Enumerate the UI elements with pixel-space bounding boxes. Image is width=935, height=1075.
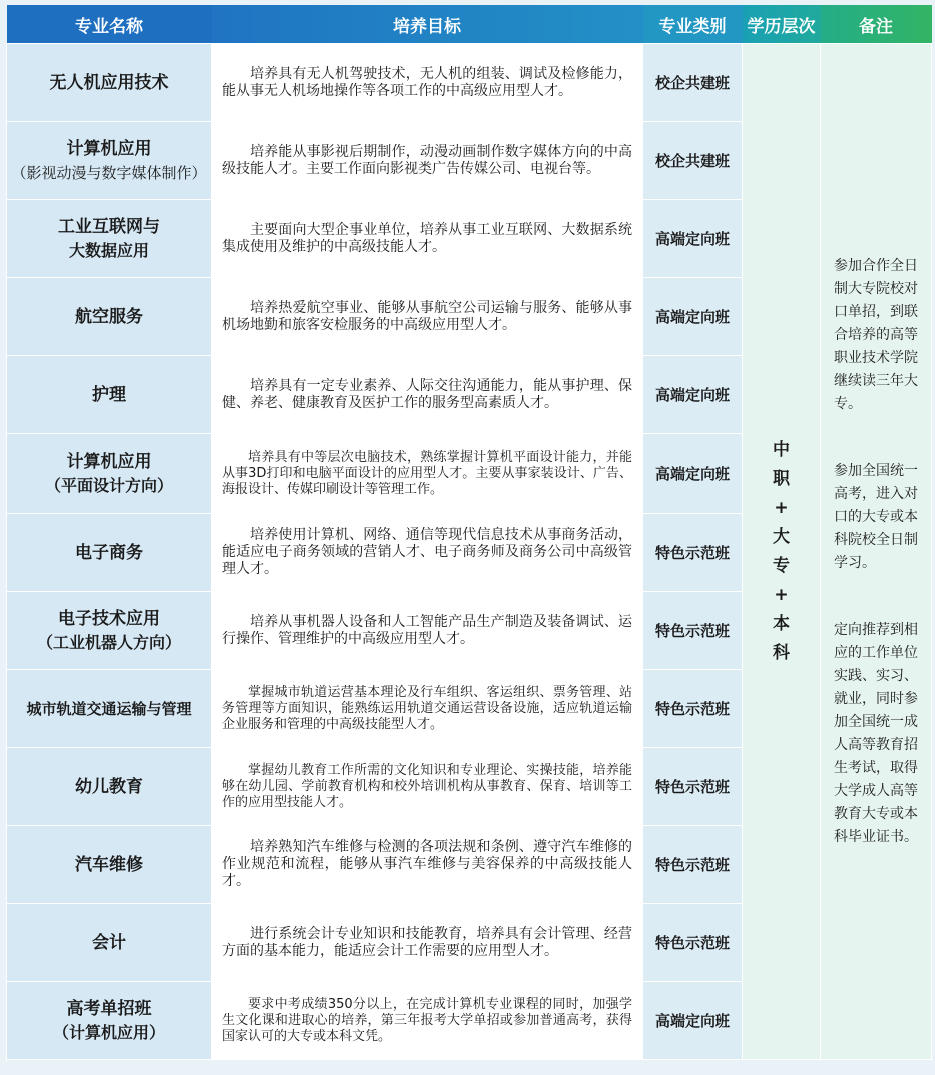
training-goal: 进行系统会计专业知识和技能教育，培养具有会计管理、经营方面的基本能力，能适应会计工作需要的应用型人才。 [212,904,643,982]
header-education-level: 学历层次 [743,5,821,44]
training-goal: 培养使用计算机、网络、通信等现代信息技术从事商务活动，能适应电子商务领域的营销人才、电子商务师及商务公司中高级管理人才。 [212,514,643,592]
major-name-text: 电子商务 [75,542,143,563]
table-row [7,44,932,122]
header-major-name: 专业名称 [7,5,212,44]
level-char: + [774,497,789,518]
major-category: 高端定向班 [643,434,743,514]
training-goal: 培养从事机器人设备和人工智能产品生产制造及装备调试、运行操作、管理维护的中高级应用型人才。 [212,592,643,670]
major-name-sub: （平面设计方向） [44,475,173,495]
major-name [7,592,212,670]
major-category: 特色示范班 [643,826,743,904]
training-goal: 要求中考成绩350分以上，在完成计算机专业课程的同时，加强学生文化课和进取心的培养，第三年报考大学单招或参加普通高考，获得国家认可的大专或本科文凭。 [212,982,643,1060]
training-goal: 掌握城市轨道运营基本理论及行车组织、客运组织、票务管理、站务管理等方面知识，能熟练运用轨道交通运营设备设施，适应轨道运输企业服务和管理的中高级技能型人才。 [212,670,643,748]
major-category: 高端定向班 [643,982,743,1060]
major-name [7,826,212,904]
level-char: 职 [773,468,790,489]
major-name-text: 护理 [92,384,126,405]
major-name [7,44,212,122]
table-header-row [7,5,932,44]
level-char: 本 [773,613,790,634]
training-goal: 培养具有一定专业素养、人际交往沟通能力，能从事护理、保健、养老、健康教育及医护工作的服务型高素质人才。 [212,356,643,434]
major-name [7,982,212,1060]
major-name-text: 电子技术应用 [58,608,160,629]
major-name-sub: （影视动漫与数字媒体制作） [11,163,207,182]
major-name [7,904,212,982]
major-name-sub: 大数据应用 [68,240,149,260]
training-goal: 培养能从事影视后期制作，动漫动画制作数字媒体方向的中高级技能人才。主要工作面向影视类广告传媒公司、电视台等。 [212,122,643,200]
major-category: 高端定向班 [643,200,743,278]
major-category: 特色示范班 [643,514,743,592]
major-name-sub: （计算机应用） [52,1022,165,1042]
major-name-text: 工业互联网与 [58,216,160,237]
training-goal: 培养熟知汽车维修与检测的各项法规和条例、遵守汽车维修的作业规范和流程，能够从事汽车维修与美容保养的中高级技能人才。 [212,826,643,904]
major-name-text: 航空服务 [75,306,143,327]
header-major-category: 专业类别 [643,5,743,44]
training-goal: 主要面向大型企事业单位，培养从事工业互联网、大数据系统集成使用及维护的中高级技能人才。 [212,200,643,278]
major-name-text: 幼儿教育 [75,776,143,797]
major-category: 特色示范班 [643,748,743,826]
level-char: 中 [773,439,790,460]
major-name [7,670,212,748]
education-level-cell [743,44,821,1060]
training-goal: 培养热爱航空事业、能够从事航空公司运输与服务、能够从事机场地勤和旅客安检服务的中高级应用型人才。 [212,278,643,356]
level-char: 科 [773,642,790,663]
remark-text: 参加合作全日制大专院校对口单招，到联合培养的高等职业技术学院继续读三年大专。 [834,257,918,412]
major-name [7,748,212,826]
major-name-text: 高考单招班 [66,998,152,1019]
major-name [7,514,212,592]
level-char: + [774,584,789,605]
major-category: 高端定向班 [643,356,743,434]
major-name-text: 城市轨道交通运输与管理 [26,699,192,718]
major-category: 高端定向班 [643,278,743,356]
major-name-sub: （工业机器人方向） [36,632,181,652]
header-remarks: 备注 [821,5,932,44]
major-name-text: 计算机应用 [66,451,152,472]
major-name-text: 无人机应用技术 [49,72,169,93]
remarks-cell [821,44,932,1060]
major-category: 校企共建班 [643,122,743,200]
major-name-text: 汽车维修 [75,854,143,875]
majors-table [6,5,932,1060]
major-name [7,278,212,356]
major-name [7,122,212,200]
remark-text: 定向推荐到相应的工作单位实践、实习、就业，同时参加全国统一成人高等教育招生考试，取得大学成人高等教育大专或本科毕业证书。 [834,621,918,845]
level-char: 专 [773,555,790,576]
major-category: 特色示范班 [643,670,743,748]
training-goal: 培养具有中等层次电脑技术，熟练掌握计算机平面设计能力，并能从事3D打印和电脑平面设计的应用型人才。主要从事家装设计、广告、海报设计、传媒印刷设计等管理工作。 [212,434,643,514]
level-char: 大 [773,526,790,547]
major-category: 特色示范班 [643,904,743,982]
remark-text: 参加全国统一高考，进入对口的大专或本科院校全日制学习。 [834,462,918,571]
header-training-goal: 培养目标 [212,5,643,44]
major-name-text: 计算机应用 [66,138,152,159]
major-name-text: 会计 [92,932,126,953]
major-category: 校企共建班 [643,44,743,122]
major-name [7,434,212,514]
training-goal: 掌握幼儿教育工作所需的文化知识和专业理论、实操技能，培养能够在幼儿园、学前教育机构和校外培训机构从事教育、保育、培训等工作的应用型技能人才。 [212,748,643,826]
training-goal: 培养具有无人机驾驶技术，无人机的组装、调试及检修能力，能从事无人机场地操作等各项工作的中高级应用型人才。 [212,44,643,122]
major-category: 特色示范班 [643,592,743,670]
major-name [7,356,212,434]
major-name [7,200,212,278]
